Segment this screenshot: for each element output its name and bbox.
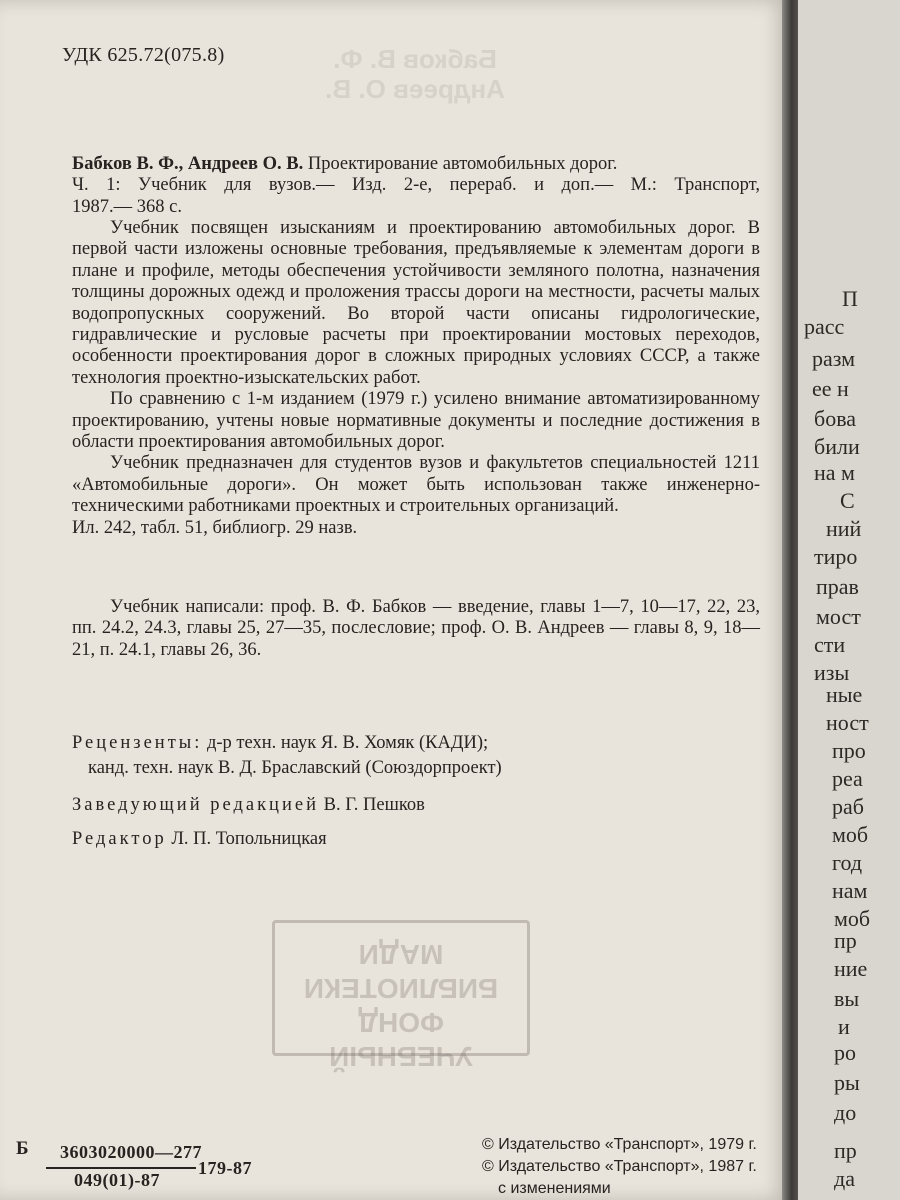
facing-page-fragment: мост	[816, 604, 861, 629]
illustrations-count: Ил. 242, табл. 51, библиогр. 29 назв.	[72, 517, 358, 538]
facing-page-fragment: тиро	[814, 544, 858, 569]
editor-name: Л. П. Топольницкая	[171, 829, 327, 849]
editor-label: Редактор	[72, 829, 167, 849]
reviewers-label: Рецензенты:	[72, 733, 203, 753]
year-pages-line: 1987.— 368 с.	[72, 196, 182, 217]
catalog-code-right: 179-87	[198, 1158, 252, 1178]
copyright-block	[482, 1134, 757, 1200]
reviewers-line-2: канд. техн. наук В. Д. Браславский (Союздорпроект)	[88, 758, 502, 778]
show-through-line: Бабков В. Ф.	[333, 44, 497, 74]
stamp-line: УЧЕБНЫЙ ФОНД	[329, 1007, 473, 1072]
facing-page-fragment: на м	[814, 460, 855, 485]
facing-page-fragment: до	[834, 1100, 857, 1125]
imprint-letter: Б	[16, 1138, 29, 1159]
facing-page-fragment: ние	[834, 956, 868, 981]
facing-page-fragment: год	[832, 850, 863, 875]
facing-page-fragment: да	[834, 1166, 855, 1191]
facing-page-fragment: расс	[804, 314, 845, 339]
abstract-paragraph: Учебник предназначен для студентов вузов и факультетов специальностей 1211 «Автомобильные дороги». Он может быть использован также инженерно-техническими работниками проектных и строительных организаций.	[72, 453, 760, 517]
catalog-code-bottom: 049(01)-87	[74, 1170, 160, 1190]
edition-line: Ч. 1: Учебник для вузов.— Изд. 2-е, перераб. и доп.— М.: Транспорт,	[72, 175, 760, 196]
facing-page-fragment: моб	[832, 822, 869, 847]
facing-page-fragment: били	[814, 434, 860, 459]
udk-code: УДК 625.72(075.8)	[62, 44, 225, 66]
copyright-line: с изменениями	[498, 1180, 611, 1197]
abstract-paragraph: Учебник посвящен изысканиям и проектированию автомобильных дорог. В первой части изложены основные требования, предъявляемые к элементам дороги в плане и профиле, методы обеспечения устойчивости земляного полотна, назначения толщины дорожных одежд и проложения трассы дороги на местности, расчеты малых водопропускных сооружений. Во второй части описаны гидрологические, гидравлические и русловые расчеты при проектировании мостовых переходов, особенности проектирования дорог в сложных природных условиях СССР, а также технология проектно-изыскательских работ.	[72, 218, 760, 388]
editor-line	[72, 827, 732, 852]
facing-page-fragment: ее н	[812, 376, 849, 401]
facing-page-fragment: моб	[834, 906, 871, 931]
facing-page-fragment: нам	[832, 878, 868, 903]
abstract	[72, 218, 760, 539]
facing-page-fragment: бова	[814, 406, 857, 431]
bibliographic-record	[72, 154, 760, 218]
book-spine	[782, 0, 798, 1200]
show-through-line: Андреев О. В.	[325, 74, 505, 104]
facing-page-fragment: прав	[816, 574, 859, 599]
head-editor-label: Заведующий редакцией	[72, 795, 319, 815]
facing-page-fragment: ро	[834, 1040, 856, 1065]
abstract-paragraph: По сравнению с 1-м изданием (1979 г.) усилено внимание автоматизированному проектированию, учтены новые нормативные документы и последние достижения в области проектирования автомобильных дорог.	[72, 389, 760, 453]
stamp-line: БИБЛИОТЕКИ	[303, 973, 499, 1004]
facing-page-fragment: реа	[832, 766, 863, 791]
facing-page-fragment: вы	[834, 986, 860, 1011]
reviewers-line	[72, 731, 732, 756]
facing-page-fragment: ний	[826, 516, 862, 541]
library-stamp	[272, 920, 530, 1072]
facing-page-fragment: ные	[826, 682, 863, 707]
publication-credits	[72, 731, 732, 852]
facing-page-fragment: пр	[834, 928, 857, 953]
facing-page-fragment: сти	[814, 632, 846, 657]
authors: Бабков В. Ф., Андреев О. В.	[72, 154, 304, 174]
authorship-paragraph: Учебник написали: проф. В. Ф. Бабков — введение, главы 1—7, 10—17, 22, 23, пп. 24.2, 24.3, главы 25, 27—35, послесловие; проф. О. В. Андреев — главы 8, 9, 18—21, п. 24.1, главы 26, 36.	[72, 597, 760, 660]
head-editor-name: В. Г. Пешков	[323, 795, 425, 815]
facing-page-fragment: ры	[834, 1070, 860, 1095]
facing-page-fragment: П	[842, 286, 858, 311]
copyright-line: © Издательство «Транспорт», 1979 г.	[482, 1136, 757, 1153]
facing-page-fragment: и	[838, 1014, 850, 1039]
catalog-code-top: 3603020000—277	[60, 1142, 202, 1162]
facing-page-fragment: пр	[834, 1138, 857, 1163]
facing-page-fragment: изы	[814, 660, 850, 685]
facing-page	[798, 0, 900, 1200]
catalog-code-rule	[46, 1167, 196, 1169]
facing-page-fragment: С	[840, 488, 855, 513]
show-through-text	[300, 44, 530, 104]
copyright-line: © Издательство «Транспорт», 1987 г.	[482, 1158, 757, 1175]
facing-page-fragment: разм	[812, 346, 856, 371]
stamp-line: МАДИ	[358, 939, 444, 970]
authorship-note	[72, 597, 760, 661]
reviewers-value: д-р техн. наук Я. В. Хомяк (КАДИ);	[206, 733, 489, 753]
book-title: Проектирование автомобильных дорог.	[303, 154, 618, 174]
facing-page-fragment: про	[832, 738, 866, 763]
facing-page-fragment: раб	[832, 794, 864, 819]
head-editor-line	[72, 793, 732, 818]
facing-page-fragment: ност	[826, 710, 869, 735]
